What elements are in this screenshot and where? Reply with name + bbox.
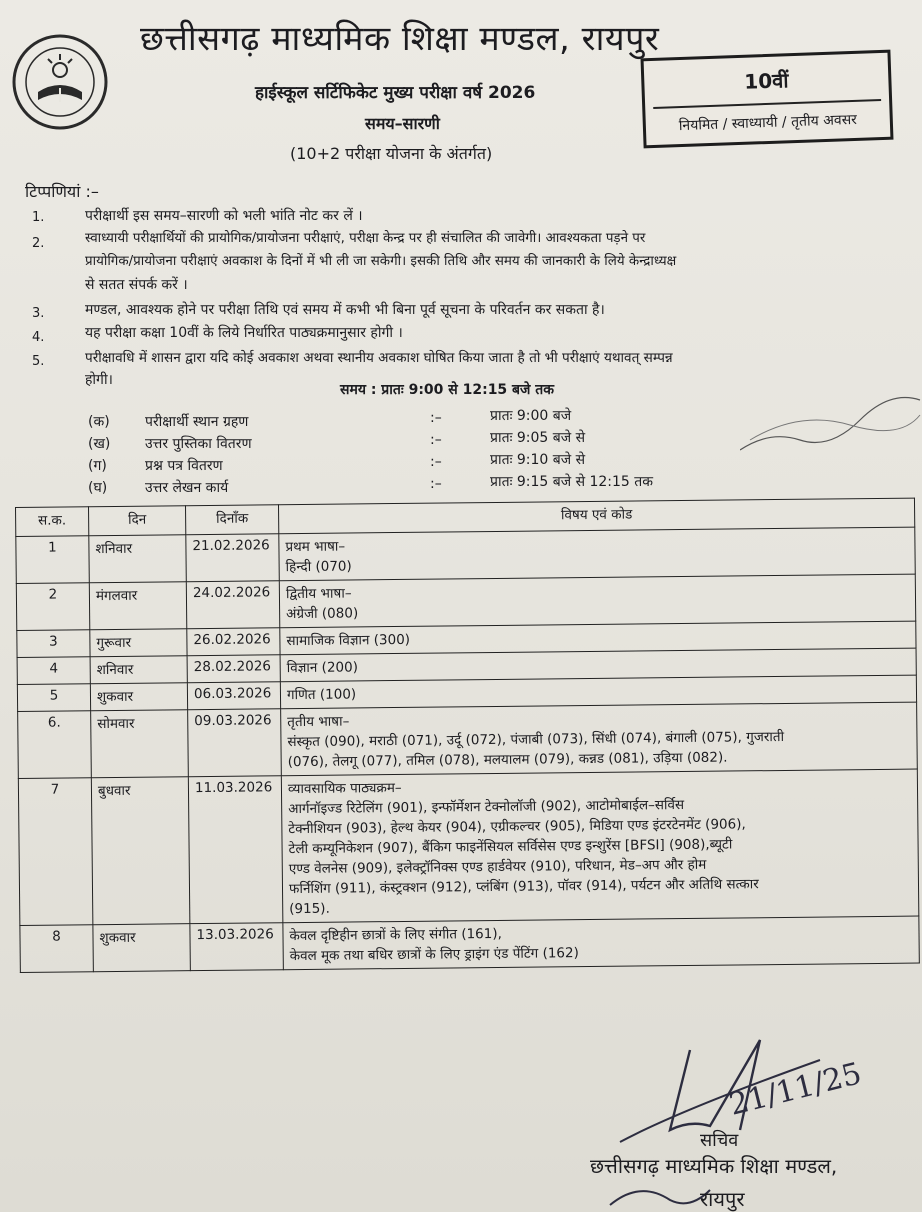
note-text: परीक्षार्थी इस समय–सारणी को भली भांति नोट कर लें । [85,208,363,224]
row-day: बुधवार [91,777,190,925]
row-subject [279,574,915,628]
step-key: (क) [88,414,110,430]
subject-line: व्यावसायिक पाठ्यक्रम– [287,779,402,798]
subject-line: (076), तेलगू (077), तमिल (078), मलयालम (079), कन्नड (081), उड़िया (082). [287,749,728,771]
subject-line: अंग्रेजी (080) [286,605,359,623]
col-header-subject: विषय एवं कोड [278,498,914,534]
subject-line: प्रथम भाषा– [285,538,346,556]
scheme-label: (10+2 परीक्षा योजना के अंतर्गत) [290,144,493,163]
subject-line: विज्ञान (200) [286,659,359,677]
step-key: (ग) [88,458,107,474]
step-sep: :– [430,432,442,448]
subject-line: टेक्नीशियन (903), हेल्थ केयर (904), एग्रीकल्चर (905), मिडिया एण्ड इंटरटेनमेंट (906), [288,816,746,838]
step-time: प्रातः 9:00 बजे [490,408,572,424]
row-subject [281,702,918,776]
note-text: होगी। [85,372,113,388]
class-box-divider [653,99,881,109]
row-sn: 7 [18,778,93,926]
row-sn: 6. [18,711,92,779]
row-day: शुकवार [90,683,187,711]
row-date: 06.03.2026 [187,682,280,710]
row-date: 26.02.2026 [187,628,280,656]
row-day: शनिवार [89,535,186,583]
note-text: से सतत संपर्क करें । [85,277,188,293]
row-day: शुकवार [93,924,190,972]
class-label: 10वीं [743,68,789,94]
note-number: 2. [32,236,45,251]
col-header-date: दिनाँक [185,505,278,535]
note-text: प्रायोगिक/प्रायोजना परीक्षाएं अवकाश के दिनों में भी ली जा सकेगी। इसकी तिथि और समय की जानकारी के लिये केन्द्राध्यक्ष [85,254,677,269]
exam-time: समय : प्रातः 9:00 से 12:15 बजे तक [340,382,555,398]
step-label: परीक्षार्थी स्थान ग्रहण [145,414,249,430]
table-row [20,916,919,972]
note-number: 1. [32,210,45,225]
signature-date: 21/11/25 [725,1056,865,1123]
step-key: (घ) [88,480,108,496]
row-day: मंगलवार [89,582,186,630]
col-header-day: दिन [89,506,186,536]
subject-line: (915). [289,900,330,918]
row-date: 24.02.2026 [186,581,279,629]
row-sn: 5 [17,684,90,712]
note-text: मण्डल, आवश्यक होने पर परीक्षा तिथि एवं समय में कभी भी बिना पूर्व सूचना के परिवर्तन कर सकता है। [85,302,605,318]
note-text: यह परीक्षा कक्षा 10वीं के लिये निर्धारित पाठ्यक्रमानुसार होगी । [85,325,403,341]
row-subject [279,527,915,581]
notes-heading: टिप्पणियां :– [25,182,99,201]
subject-line: संस्कृत (090), मराठी (071), उर्दू (072), पंजाबी (073), सिंधी (074), बंगाली (075), गुजराती [287,728,785,751]
subject-line: केवल दृष्टिहीन छात्रों के लिए संगीत (161), [289,925,502,945]
step-label: प्रश्न पत्र वितरण [145,458,223,474]
step-sep: :– [430,410,442,426]
signatory-city: रायपुर [700,1187,745,1211]
subject-line: तृतीय भाषा– [287,713,350,731]
table-row [18,702,918,778]
row-date: 21.02.2026 [186,534,279,582]
row-subject [281,769,919,923]
col-header-sn: स.क. [16,507,89,537]
row-date: 09.03.2026 [188,709,282,777]
subject-line: द्वितीय भाषा– [285,585,352,603]
row-day: शनिवार [90,656,187,684]
candidate-type: नियमित / स्वाध्यायी / तृतीय अवसर [678,111,858,135]
step-label: उत्तर पुस्तिका वितरण [145,436,252,452]
step-sep: :– [430,476,442,492]
step-key: (ख) [88,436,111,452]
row-sn: 8 [20,925,93,973]
row-date: 28.02.2026 [187,655,280,683]
row-sn: 2 [16,583,89,631]
board-title: छत्तीसगढ़ माध्यमिक शिक्षा मण्डल, रायपुर [140,19,660,59]
subject-line: गणित (100) [286,686,357,704]
row-subject [283,916,919,970]
board-seal-logo [10,30,110,140]
subject-line: सामाजिक विज्ञान (300) [286,631,411,650]
table-row [18,769,918,925]
step-label: उत्तर लेखन कार्य [145,480,229,496]
signatory-org: छत्तीसगढ़ माध्यमिक शिक्षा मण्डल, [590,1154,838,1178]
exam-timetable [15,498,920,973]
step-sep: :– [430,454,442,470]
subject-line: फर्निशिंग (911), कंस्ट्रक्शन (912), प्लंबिंग (913), पॉवर (914), पर्यटन और अतिथि सत्कार [288,876,759,898]
step-time: प्रातः 9:15 बजे से 12:15 तक [490,474,654,490]
schedule-label: समय–सारणी [365,114,440,133]
note-text: स्वाध्यायी परीक्षार्थियों की प्रायोगिक/प्रायोजना परीक्षाएं, परीक्षा केन्द्र पर ही संचालित की जावेगी। आवश्यकता पड़ने पर [85,231,646,246]
row-date: 13.03.2026 [190,923,283,971]
subject-line: आर्गनॉइज्ड रिटेलिंग (901), इन्फॉर्मेशन टेक्नोलॉजी (902), आटोमोबाईल–सर्विस [288,797,685,818]
subject-line: एण्ड वेलनेस (909), इलेक्ट्रॉनिक्स एण्ड हार्डवेयर (910), परिधान, मेड–अप और होम [288,856,707,878]
exam-title: हाईस्कूल सर्टिफिकेट मुख्य परीक्षा वर्ष 2026 [255,83,536,103]
subject-line: हिन्दी (070) [285,558,352,576]
pen-scribble [740,390,922,460]
row-sn: 1 [16,536,89,584]
note-number: 5. [32,354,45,369]
subject-line: केवल मूक तथा बधिर छात्रों के लिए ड्राइंग एंड पेंटिंग (162) [289,945,579,965]
step-time: प्रातः 9:05 बजे से [490,430,586,446]
subject-line: टेली कम्यूनिकेशन (907), बैंकिग फाइनेंसियल सर्विसेस एण्ड इन्शुरेंस [BFSI] (908),ब्यूटी [288,836,733,858]
row-date: 11.03.2026 [188,776,283,924]
signatory-title: सचिव [700,1130,739,1151]
row-sn: 3 [17,630,90,658]
row-sn: 4 [17,657,90,685]
note-number: 4. [32,330,45,345]
class-box [641,50,894,149]
row-day: गुरूवार [90,629,187,657]
step-time: प्रातः 9:10 बजे से [490,452,586,468]
row-day: सोमवार [91,710,189,778]
note-number: 3. [32,306,45,321]
note-text: परीक्षावधि में शासन द्वारा यदि कोई अवकाश अथवा स्थानीय अवकाश घोषित किया जाता है तो भी परीक्षाएं यथावत् सम्पन्न [85,350,673,366]
